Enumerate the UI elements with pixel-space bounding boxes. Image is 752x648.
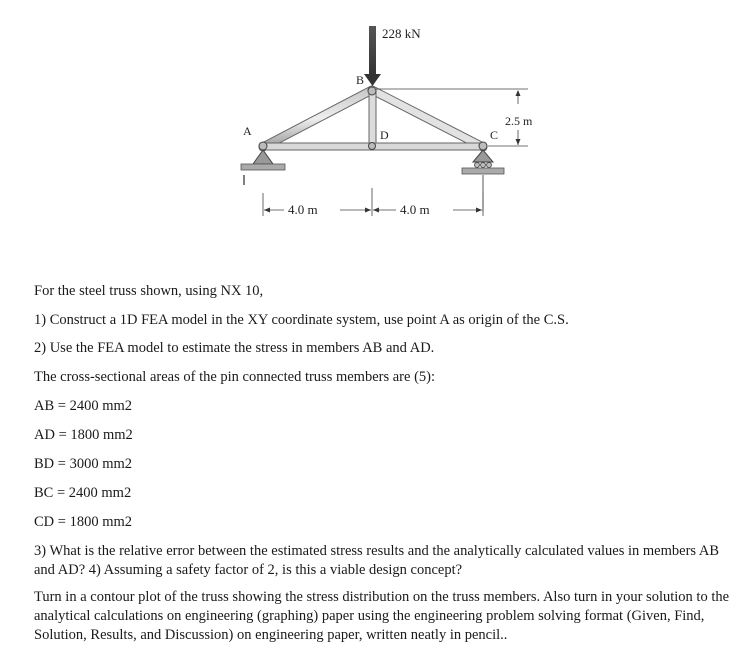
question-1: 1) Construct a 1D FEA model in the XY coordinate system, use point A as origin of the C.S. [34,312,569,328]
dim-right-label: 4.0 m [400,202,430,217]
joint-a [259,142,267,150]
node-label-d: D [380,128,389,142]
joint-b [368,87,376,95]
node-label-c: C [490,128,499,142]
area-bc: BC = 2400 mm2 [34,485,132,501]
truss-figure [200,0,560,225]
area-ab: AB = 2400 mm2 [34,398,133,414]
dim-left-label: 4.0 m [288,202,318,217]
member-bd [369,90,376,146]
joint-d [369,143,376,150]
load-label: 228 kN [382,26,421,41]
node-label-b: B [356,73,365,87]
load-arrow [364,26,381,86]
intro-text: For the steel truss shown, using NX 10, [34,283,264,299]
area-ad: AD = 1800 mm2 [34,427,133,443]
area-bd: BD = 3000 mm2 [34,456,133,472]
closing-instructions: Turn in a contour plot of the truss showing the stress distribution on the truss members. Also turn in your solution to the analytical calculations on engineering (graphing) paper using the engineering problem solving format (Given, Find, Solution, Results, and Discussion) on engineering paper, written neatly in pencil.. [34,589,730,643]
node-label-a: A [243,124,252,138]
member-ab [263,90,372,147]
dim-height-label: 2.5 m [505,114,533,128]
question-3-4: 3) What is the relative error between the estimated stress results and the analytically calculated values in members AB and AD? 4) Assuming a safety factor of 2, is this a viable design concept? [34,543,720,578]
question-2: 2) Use the FEA model to estimate the stress in members AB and AD. [34,340,435,356]
pin-support-a [241,150,285,185]
joint-c [479,142,487,150]
area-cd: CD = 1800 mm2 [34,514,133,530]
areas-intro: The cross-sectional areas of the pin connected truss members are (5): [34,369,436,385]
